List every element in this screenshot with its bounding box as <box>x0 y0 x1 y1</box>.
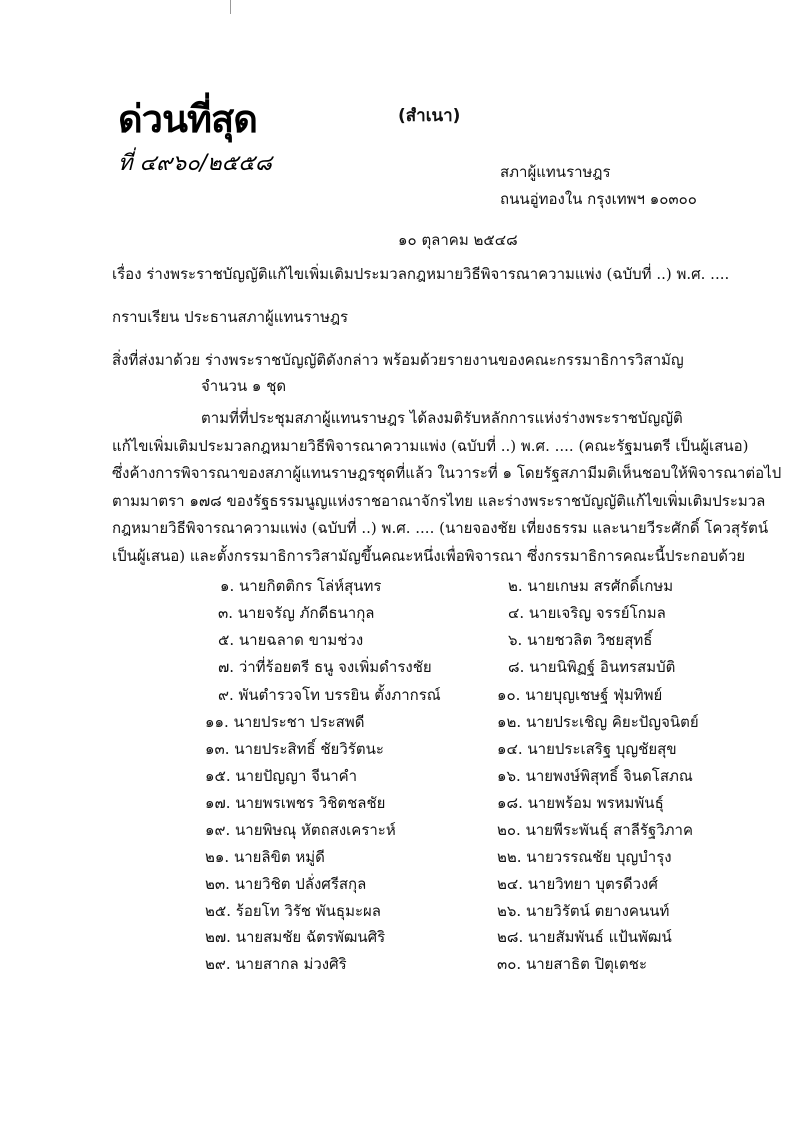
member-item: ๑๓. นายประสิทธิ์ ชัยวิรัตนะ <box>205 740 384 758</box>
copy-mark: (สำเนา) <box>398 106 461 126</box>
member-item: ๒๓. นายวิชิต ปลั่งศรีสกุล <box>205 875 367 893</box>
office-name: สภาผู้แทนราษฎร <box>500 163 611 181</box>
member-item: ๒๔. นายวิทยา บุตรดีวงศ์ <box>497 875 658 893</box>
member-item: ๒๒. นายวรรณชัย บุญบำรุง <box>497 848 672 866</box>
member-item: ๒๑. นายลิขิต หมู่ดี <box>205 848 325 866</box>
member-item: ๓๐. นายสาธิต ปิตุเตชะ <box>497 955 648 973</box>
body-line: ตามมาตรา ๑๗๘ ของรัฐธรรมนูญแห่งราชอาณาจักรไทย และร่างพระราชบัญญัติแก้ไขเพิ่มเติมประมวล <box>112 491 766 510</box>
subject-line: เรื่อง ร่างพระราชบัญญัติแก้ไขเพิ่มเติมประมวลกฎหมายวิธีพิจารณาความแพ่ง (ฉบับที่ ..) พ.ศ. .... <box>112 265 730 283</box>
member-item: ๖. นายชวลิต วิชยสุทธิ์ <box>508 631 653 649</box>
member-item: ๘. นายนิพิฏฐ์ อินทรสมบัติ <box>508 658 676 676</box>
member-item: ๒. นายเกษม สรศักดิ์เกษม <box>508 577 674 595</box>
body-line: แก้ไขเพิ่มเติมประมวลกฎหมายวิธีพิจารณาความแพ่ง (ฉบับที่ ..) พ.ศ. .... (คณะรัฐมนตรี เป็นผู้เสนอ) <box>112 436 749 455</box>
urgent-stamp: ด่วนที่สุด <box>118 97 257 141</box>
member-item: ๑๗. นายพรเพชร วิชิตชลชัย <box>205 794 386 812</box>
member-item: ๑๐. นายบุญเชษฐ์ ฟุ่มทิพย์ <box>497 686 663 704</box>
member-item: ๑๘. นายพร้อม พรหมพันธุ์ <box>497 794 664 812</box>
enclosure-quantity: จำนวน ๑ ชุด <box>201 377 287 395</box>
enclosure-line: สิ่งที่ส่งมาด้วย ร่างพระราชบัญญัติดังกล่าว พร้อมด้วยรายงานของคณะกรรมาธิการวิสามัญ <box>112 351 684 369</box>
member-item: ๒๙. นายสากล ม่วงศิริ <box>205 955 347 973</box>
body-line: ตามที่ที่ประชุมสภาผู้แทนราษฎร ได้ลงมติรับหลักการแห่งร่างพระราชบัญญัติ <box>201 409 683 427</box>
member-item: ๒๗. นายสมชัย ฉัตรพัฒนศิริ <box>205 928 386 946</box>
member-item: ๒๘. นายสัมพันธ์ แป้นพัฒน์ <box>497 928 672 946</box>
member-item: ๑๔. นายประเสริฐ บุญชัยสุข <box>497 740 677 758</box>
member-item: ๑๒. นายประเชิญ คิยะปัญจนิตย์ <box>497 713 699 731</box>
member-item: ๑๕. นายปัญญา จีนาคำ <box>205 767 358 785</box>
body-paragraph <box>112 405 782 570</box>
salutation: กราบเรียน ประธานสภาผู้แทนราษฎร <box>112 308 349 326</box>
member-item: ๓. นายจรัญ ภักดีธนากุล <box>218 604 375 622</box>
body-line: ซึ่งค้างการพิจารณาของสภาผู้แทนราษฎรชุดที่แล้ว ในวาระที่ ๑ โดยรัฐสภามีมติเห็นชอบให้พิจารณาต่อไป <box>112 464 782 482</box>
member-item: ๑๙. นายพิษณุ หัตถสงเคราะห์ <box>205 821 396 839</box>
office-address: ถนนอู่ทองใน กรุงเทพฯ ๑๐๓๐๐ <box>500 190 697 208</box>
member-item: ๕. นายฉลาด ขามช่วง <box>218 631 364 649</box>
document-date: ๑๐ ตุลาคม ๒๕๔๘ <box>398 231 518 249</box>
member-item: ๑๖. นายพงษ์พิสุทธิ์ จินดโสภณ <box>497 767 693 785</box>
member-item: ๗. ว่าที่ร้อยตรี ธนู จงเพิ่มดำรงชัย <box>218 658 432 676</box>
body-line: กฎหมายวิธีพิจารณาความแพ่ง (ฉบับที่ ..) พ.ศ. .... (นายจองชัย เที่ยงธรรม และนายวีระศักดิ์ โควสุรัตน์ <box>112 519 769 537</box>
member-item: ๔. นายเจริญ จรรย์โกมล <box>508 604 666 622</box>
member-item: ๑๑. นายประชา ประสพดี <box>205 713 365 731</box>
member-item: ๒๐. นายพีระพันธุ์ สาลีรัฐวิภาค <box>497 821 693 839</box>
member-item: ๒๖. นายวิรัตน์ ตยางคนนท์ <box>497 902 670 920</box>
body-line: เป็นผู้เสนอ) และตั้งกรรมาธิการวิสามัญขึ้นคณะหนึ่งเพื่อพิจารณา ซึ่งกรรมาธิการคณะนี้ประกอบด้วย <box>112 546 746 565</box>
scan-artifact-line <box>230 0 231 14</box>
member-item: ๒๕. ร้อยโท วิรัช พันธุมะผล <box>205 902 381 920</box>
member-item: ๑. นายกิตติกร โล่ห์สุนทร <box>220 577 382 595</box>
member-item: ๙. พันตำรวจโท บรรยิน ตั้งภากรณ์ <box>218 686 441 704</box>
document-number: ที่ ๔๙๖๐/๒๕๕๘ <box>118 151 272 176</box>
